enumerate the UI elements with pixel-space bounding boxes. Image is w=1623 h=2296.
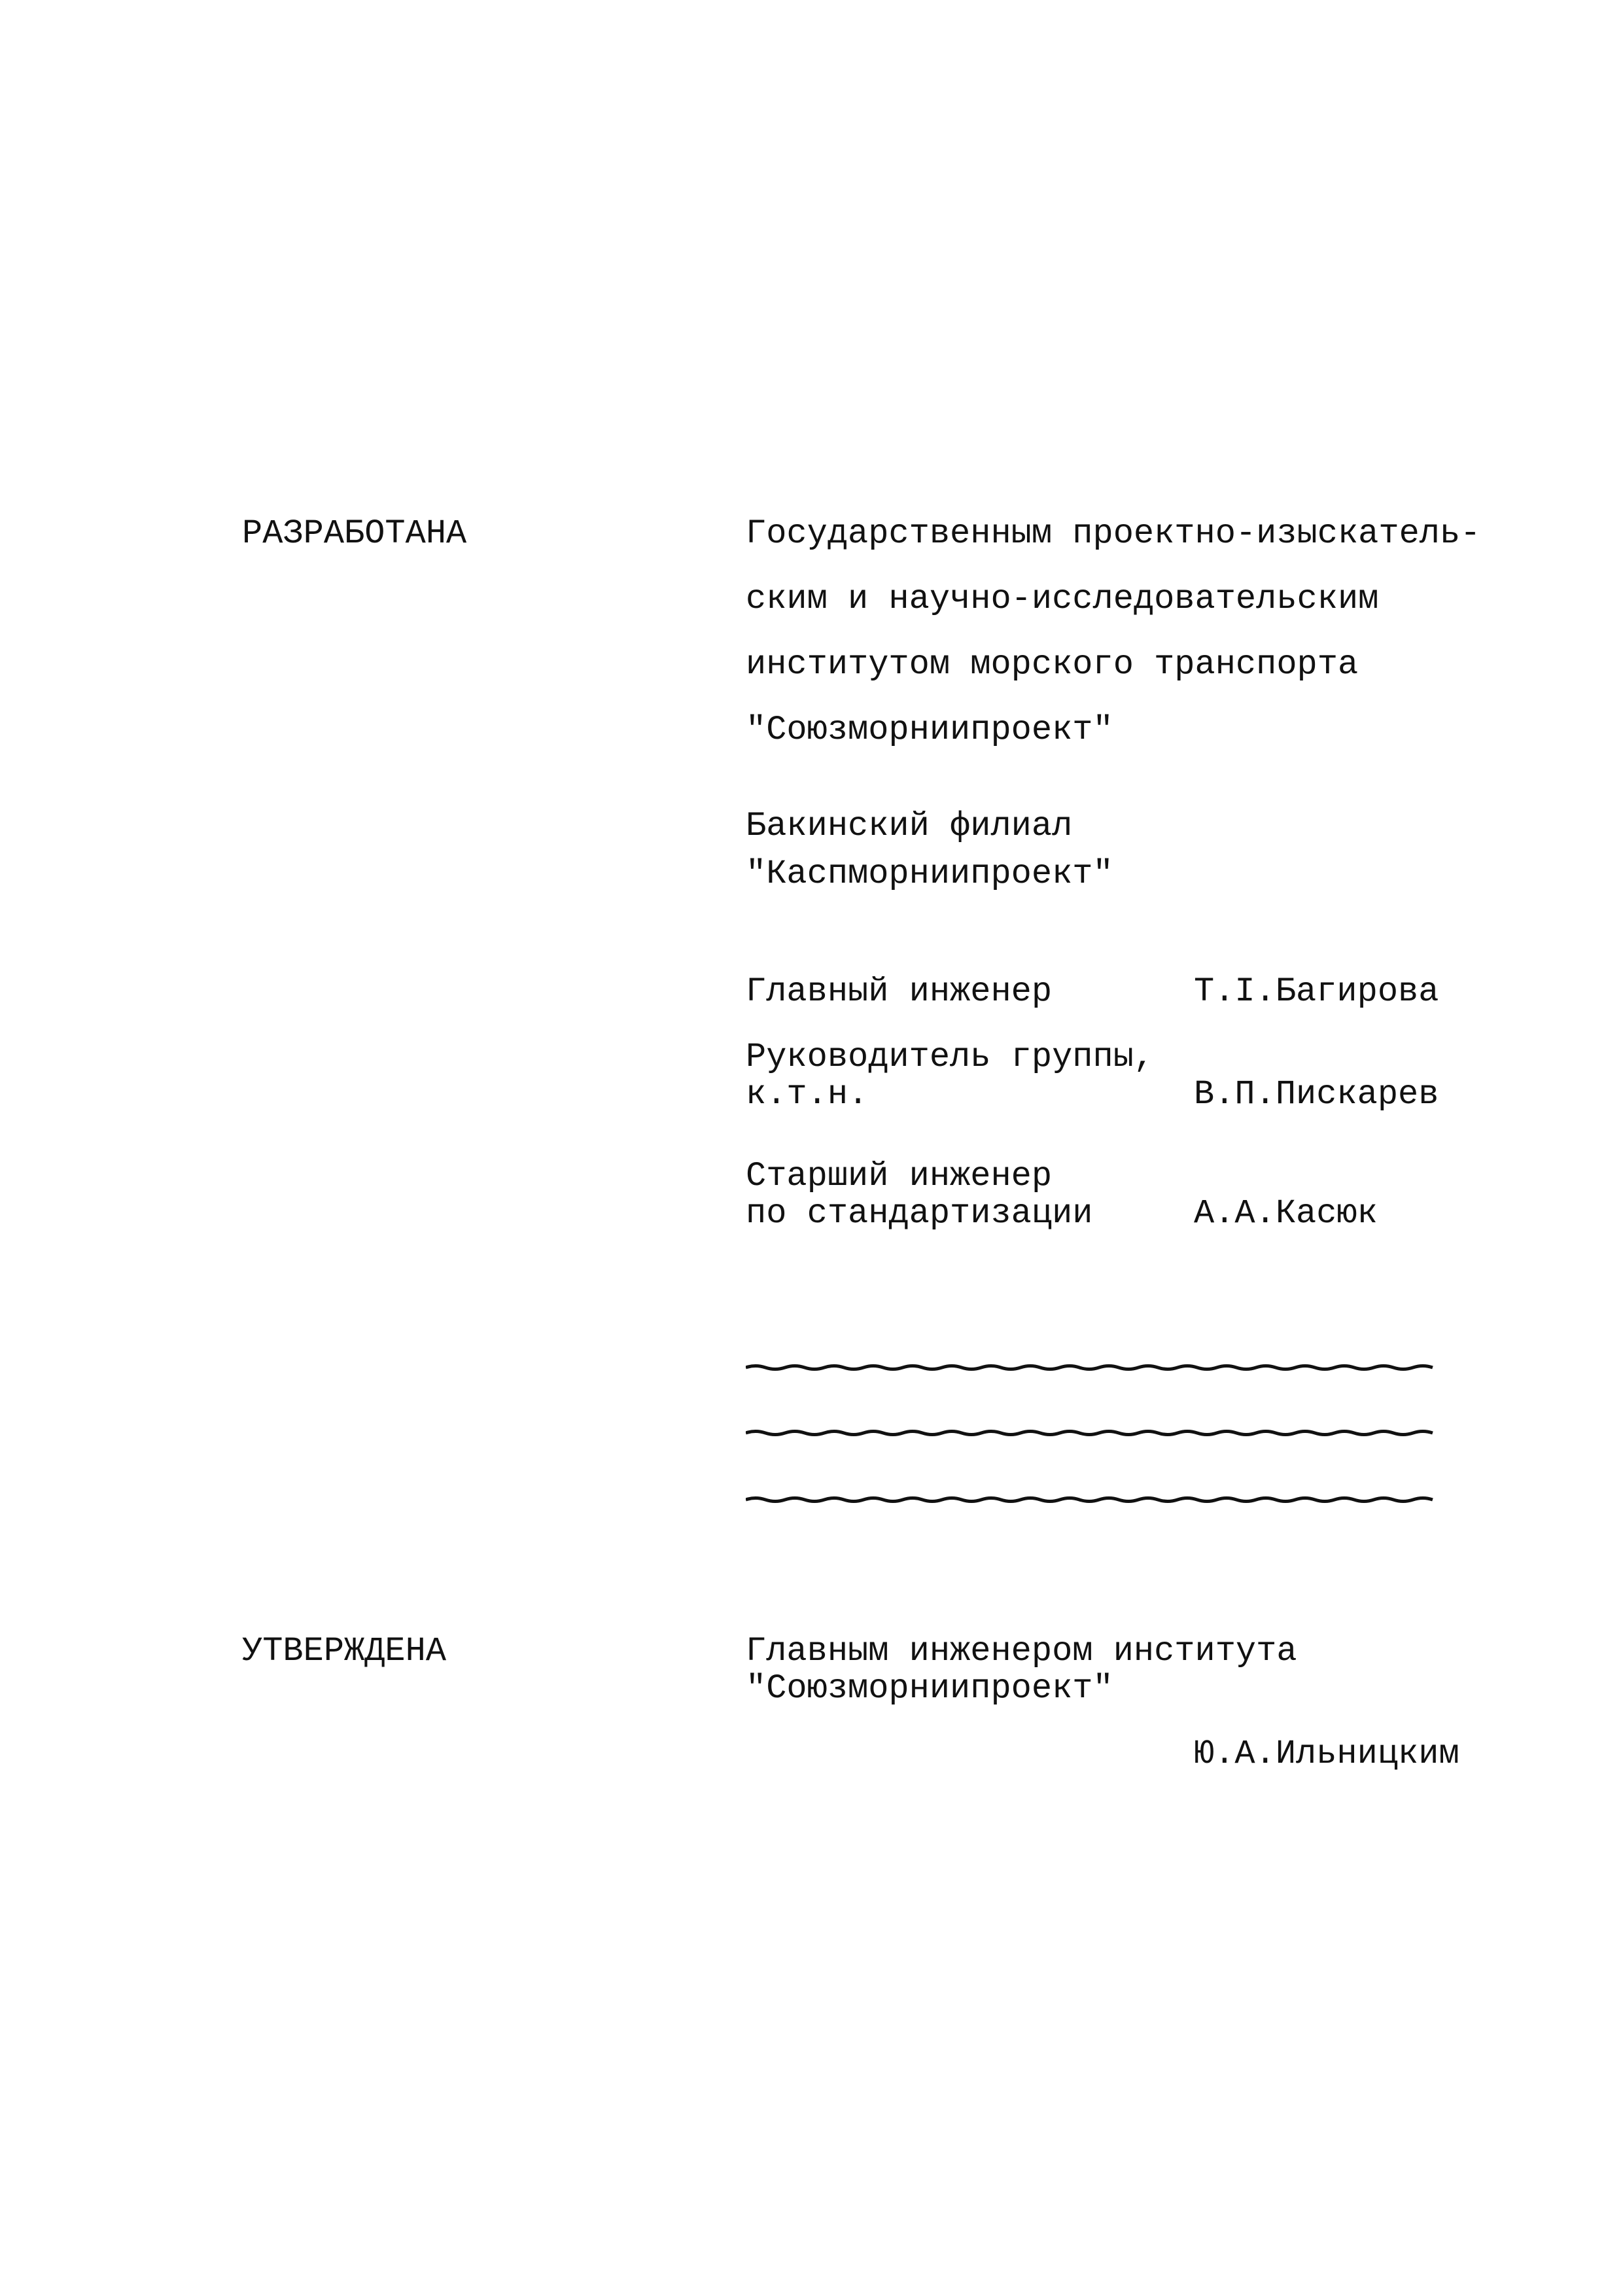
approved-by-line: Главным инженером института xyxy=(746,1632,1297,1670)
signatory-name: В.П.Пискарев xyxy=(1194,1075,1439,1114)
blank-signature-line xyxy=(746,1363,1439,1372)
approved-label: УТВЕРЖДЕНА xyxy=(242,1632,447,1670)
approved-by-line: "Союзморниипроект" xyxy=(746,1669,1113,1708)
signatory-position: Главный инженер xyxy=(746,972,1053,1011)
branch-line: Бакинский филиал xyxy=(746,807,1073,845)
signatory-name: Т.I.Багирова xyxy=(1194,972,1439,1011)
signatory-name: А.А.Касюк xyxy=(1194,1194,1378,1233)
approver-name: Ю.А.Ильницким xyxy=(1194,1735,1459,1773)
signatory-position: по стандартизации xyxy=(746,1194,1093,1233)
institute-line: "Союзморниипроект" xyxy=(746,711,1113,749)
signatory-position: к.т.н. xyxy=(746,1075,869,1114)
institute-line: Государственным проектно-изыскатель- xyxy=(746,514,1481,553)
branch-line: "Каспморниипроект" xyxy=(746,855,1113,893)
developed-label: РАЗРАБОТАНА xyxy=(242,514,467,553)
signatory-position: Старший инженер xyxy=(746,1157,1053,1195)
blank-signature-line xyxy=(746,1495,1439,1504)
institute-line: институтом морского транспорта xyxy=(746,645,1359,684)
institute-line: ским и научно-исследовательским xyxy=(746,580,1379,618)
signatory-position: Руководитель группы, xyxy=(746,1038,1155,1076)
blank-signature-line xyxy=(746,1428,1439,1438)
